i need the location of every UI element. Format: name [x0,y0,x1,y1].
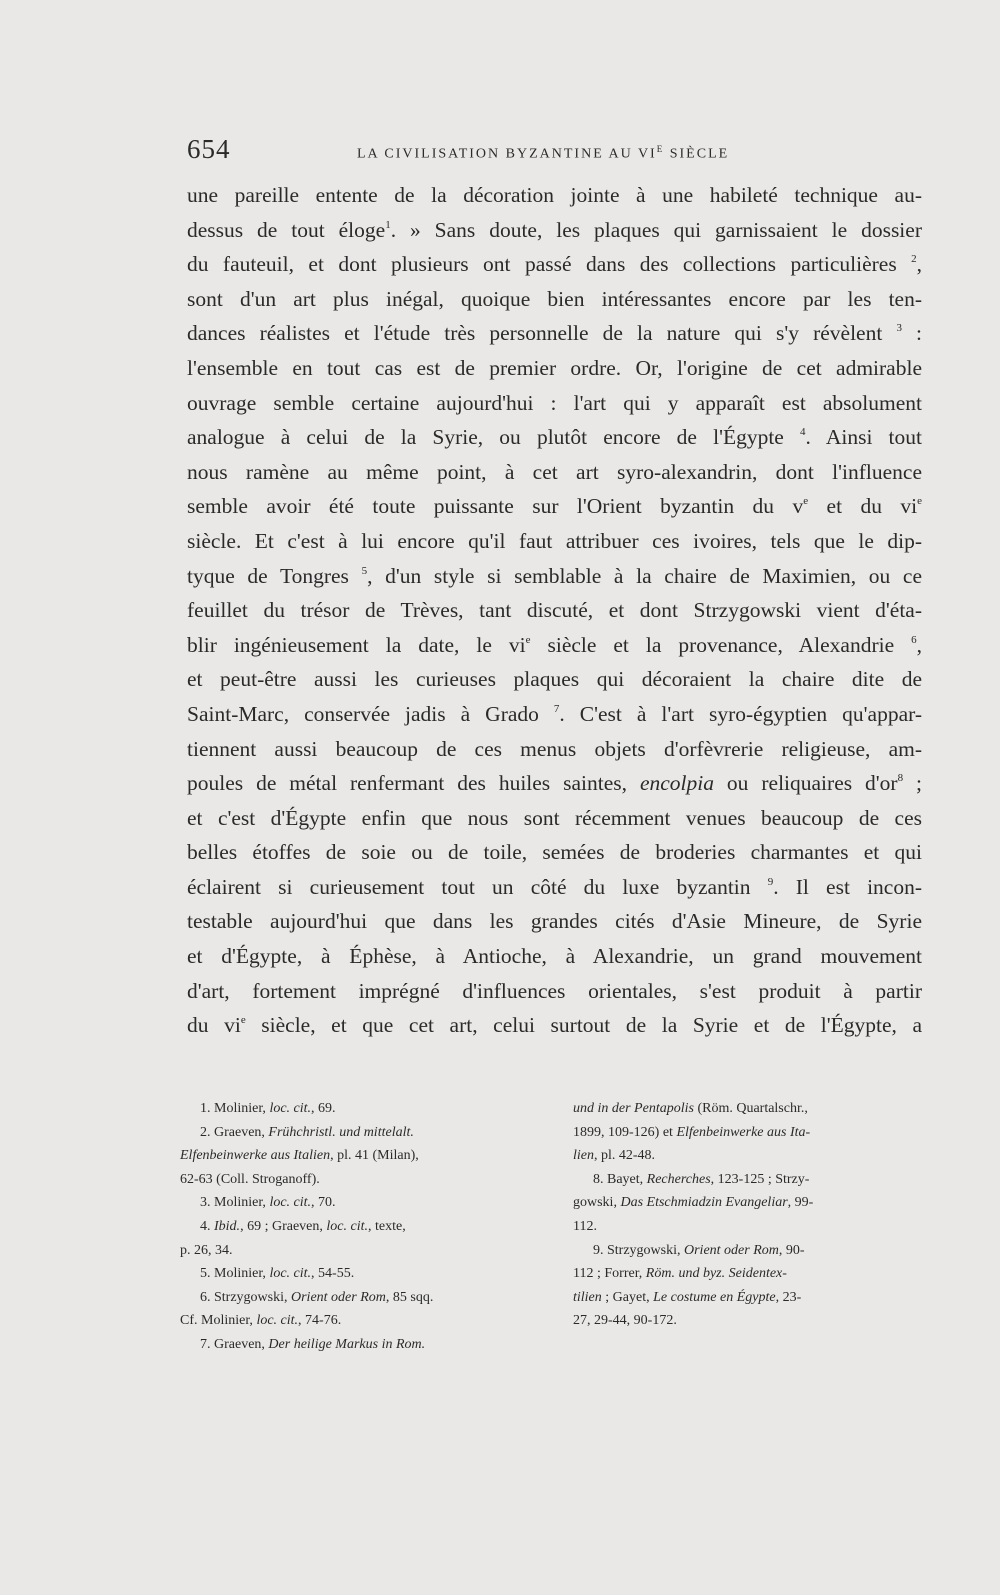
footnote-4-cont: p. 26, 34. [180,1242,233,1258]
footnote-ref: 3 [896,322,902,335]
text-line: et d'Égypte, à Éphèse, à Antioche, à Alexandrie, un grand mouvement [187,944,922,969]
footnote-8: 8. Bayet, Recherches, 123-125 ; Strzy- [593,1171,810,1187]
text-line: du $vi^e$ siècle, et que cet art, celui surtout de la Syrie et de l'Égypte, a [187,1013,922,1038]
text-line: d'art, fortement imprégné d'influences orientales, s'est produit à partir [187,978,922,1003]
footnote-ref: 6 [911,633,917,646]
text-line: éclairent si curieusement tout un côté du luxe byzantin $^9$. Il est incon- [187,874,923,899]
text-line: testable aujourd'hui que dans les grandes cités d'Asie Mineure, de Syrie [187,909,922,934]
text-line: une pareille entente de la décoration jointe à une habileté technique au- [187,183,922,207]
footnote-1: 1. Molinier, loc. cit., 69. [200,1101,336,1116]
footnote-ref: 2 [911,253,917,266]
text-line: analogue à celui de la Syrie, ou plutôt encore de l'Égypte $^4$. Ainsi tout [187,425,922,450]
footnote-2-cont: 62-63 (Coll. Stroganoff). [180,1171,320,1187]
footnote-2-cont: Elfenbeinwerke aus Italien, pl. 41 (Milan), [180,1148,419,1164]
footnote-ref: 8 [897,772,904,785]
footnotes-right-column [573,1097,923,1333]
footnote-7: 7. Graeven, Der heilige Markus in Rom. [200,1336,426,1352]
text-line: l'ensemble en tout cas est de premier ordre. Or, l'origine de cet admirable [187,355,922,380]
footnote-9-cont: tilien ; Gayet, Le costume en Égypte, 23- [573,1289,802,1305]
footnote-4: 4. Ibid., 69 ; Graeven, loc. cit., texte, [200,1218,406,1234]
footnote-ref: 4 [800,426,806,439]
footnote-ref: 1 [385,218,391,231]
text-line: et peut-être aussi les curieuses plaques qui décoraient la chaire dite de [187,667,922,692]
footnote-7-cont: lien, pl. 42-48. [573,1148,656,1164]
text-line: blir ingénieusement la date, le $vi^e$ siècle et la provenance, Alexandrie $^6$, [187,632,922,657]
text-line: poules de métal renfermant des huiles saintes, encolpia ou reliquaires $d'or^8$ ; [187,771,922,796]
text-line: nous ramène au même point, à cet art syro-alexandrin, dont l'influence [187,459,922,484]
text-line: feuillet du trésor de Trèves, tant discuté, et dont Strzygowski vient d'éta- [187,598,922,623]
footnote-7-cont: 1899, 109-126) et Elfenbeinwerke aus Ita- [573,1124,811,1140]
footnote-8-cont: gowski, Das Etschmiadzin Evangeliar, 99- [573,1195,814,1211]
footnote-ref: 5 [361,564,368,577]
footnote-ref: 7 [553,702,560,715]
footnote-2: 2. Graeven, Frühchristl. und mittelalt. [200,1124,414,1140]
footnote-9-cont: 27, 29-44, 90-172. [573,1313,677,1329]
footnote-9: 9. Strzygowski, Orient oder Rom, 90- [593,1242,805,1258]
footnote-5: 5. Molinier, loc. cit., 54-55. [200,1266,355,1282]
page-header [187,130,922,170]
page-number: 654 [187,134,231,164]
text-line: semble avoir été toute puissante sur l'Orient byzantin du $v^e$ et du $vi^e$ [187,494,922,519]
text-line: du fauteuil, et dont plusieurs ont passé dans des collections particulières $^2$, [187,252,923,277]
text-line: dessus de tout éloge$^1$. » Sans doute, les plaques qui garnissaient le dossier [187,217,922,242]
footnote-6-cont: Cf. Molinier, loc. cit., 74-76. [180,1313,342,1329]
footnote-7-cont: und in der Pentapolis (Röm. Quartalschr., [573,1101,808,1116]
text-line: dances réalistes et l'étude très personnelle de la nature qui s'y révèlent $^3$ : [187,321,923,346]
text-line: siècle. Et c'est à lui encore qu'il faut attribuer ces ivoires, tels que le dip- [187,528,922,553]
text-line: ouvrage semble certaine aujourd'hui : l'art qui y apparaît est absolument [187,390,922,415]
text-line: tyque de Tongres $^5$, d'un style si semblable à la chaire de Maximien, ou ce [187,563,923,588]
text-line: sont d'un art plus inégal, quoique bien intéressantes encore par les ten- [187,286,922,311]
text-line: et c'est d'Égypte enfin que nous sont récemment venues beaucoup de ces [187,805,922,830]
footnote-3: 3. Molinier, loc. cit., 70. [200,1195,336,1211]
text-line: tiennent aussi beaucoup de ces menus objets d'orfèvrerie religieuse, am- [187,736,922,761]
footnote-ref: 9 [767,875,774,888]
footnotes-left-column [180,1097,530,1357]
text-line: Saint-Marc, conservée jadis à Grado $^7$. C'est à l'art syro-égyptien qu'appar- [187,701,923,726]
footnote-6: 6. Strzygowski, Orient oder Rom, 85 sqq. [200,1289,434,1305]
footnote-9-cont: 112 ; Forrer, Röm. und byz. Seidentex- [573,1266,787,1282]
footnote-8-cont: 112. [573,1218,597,1234]
body-text [187,178,922,1043]
text-line: belles étoffes de soie ou de toile, semées de broderies charmantes et qui [187,840,922,865]
running-title: LA CIVILISATION BYZANTINE AU $VI^E$ SIÈCLE [357,144,730,162]
